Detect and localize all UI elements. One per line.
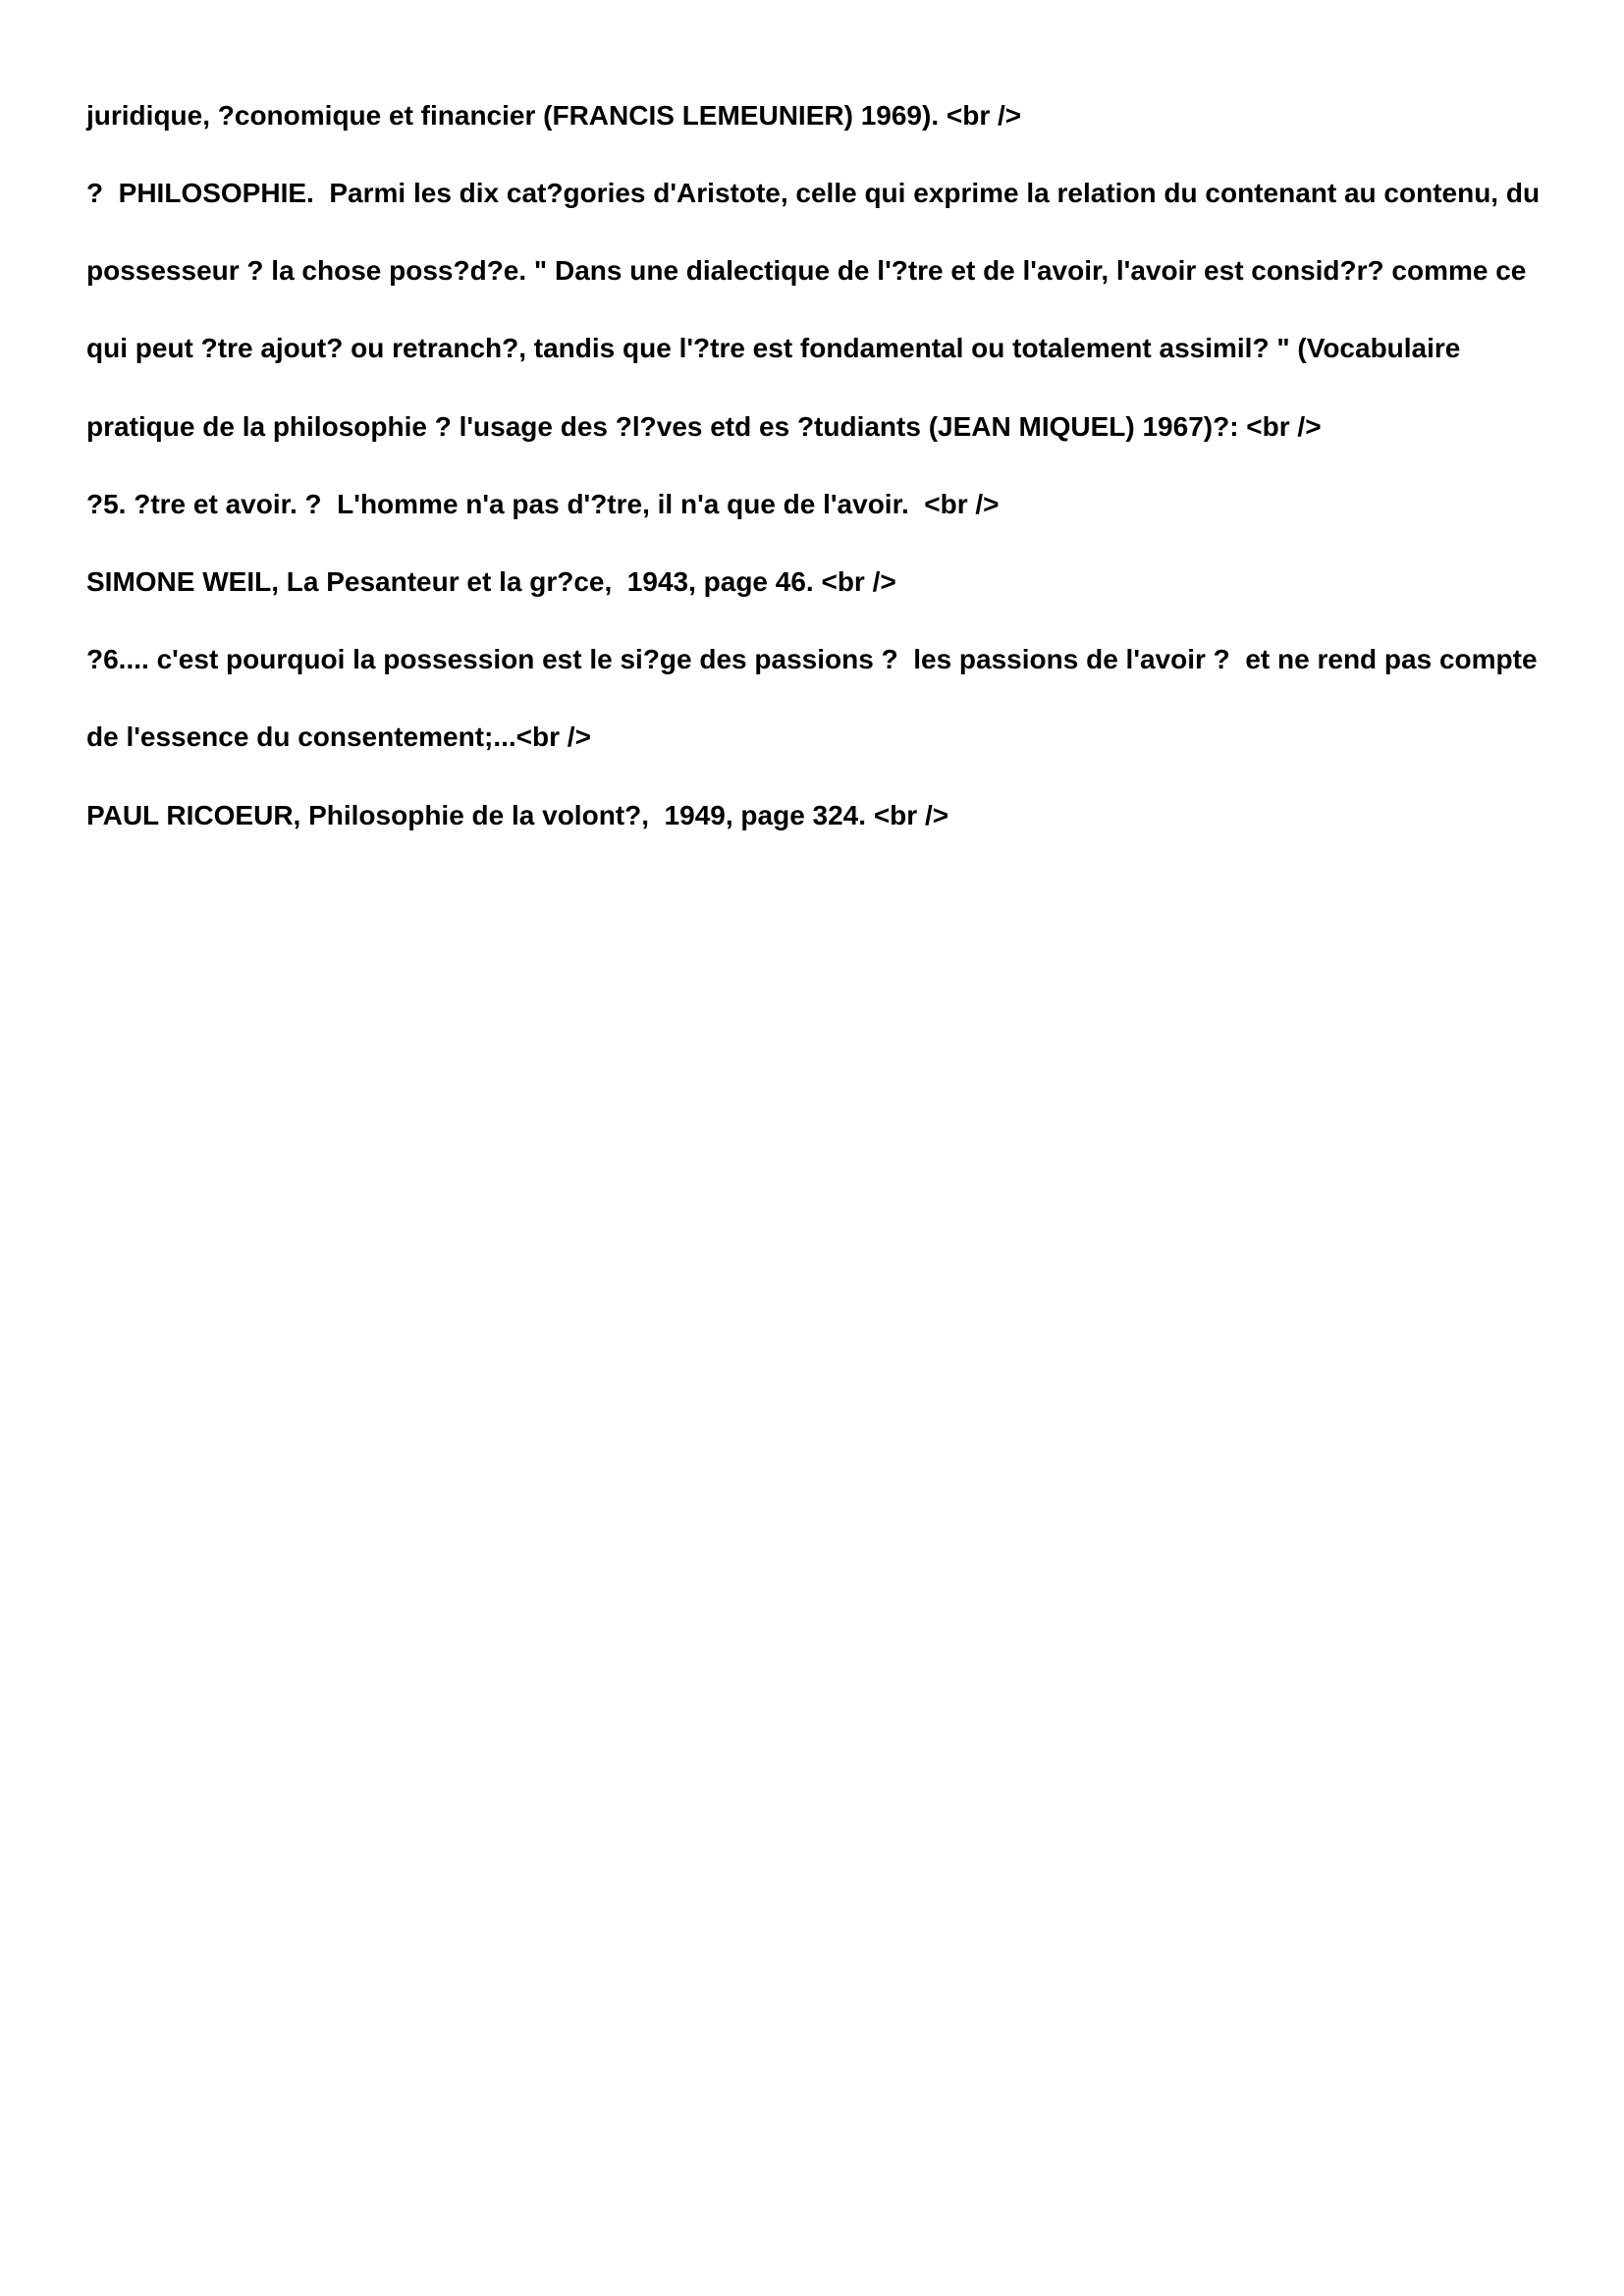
citation-line: SIMONE WEIL, La Pesanteur et la gr?ce, 1943, page 46. <br /> bbox=[86, 566, 896, 597]
citation-line: PAUL RICOEUR, Philosophie de la volont?, 1949, page 324. <br /> bbox=[86, 800, 949, 830]
text-line: qui peut ?tre ajout? ou retranch?, tandis que l'?tre est fondamental ou totalement assimil? " (Vocabulaire bbox=[86, 333, 1461, 363]
text-line: ? PHILOSOPHIE. Parmi les dix cat?gories d'Aristote, celle qui exprime la relation du contenant au contenu, du bbox=[86, 178, 1541, 208]
text-line: ?5. ?tre et avoir. ? L'homme n'a pas d'?tre, il n'a que de l'avoir. <br /> bbox=[86, 489, 1000, 519]
text-line: juridique, ?conomique et financier (FRANCIS LEMEUNIER) 1969). <br /> bbox=[86, 100, 1022, 131]
text-line: pratique de la philosophie ? l'usage des ?l?ves etd es ?tudiants (JEAN MIQUEL) 1967)?: <br /> bbox=[86, 411, 1322, 442]
text-line: ?6.... c'est pourquoi la possession est le si?ge des passions ? les passions de l'avoir ? et ne rend pas compte bbox=[86, 644, 1538, 674]
text-line: de l'essence du consentement;...<br /> bbox=[86, 721, 591, 752]
text-line: possesseur ? la chose poss?d?e. " Dans une dialectique de l'?tre et de l'avoir, l'avoir est consid?r? comme ce bbox=[86, 255, 1527, 286]
